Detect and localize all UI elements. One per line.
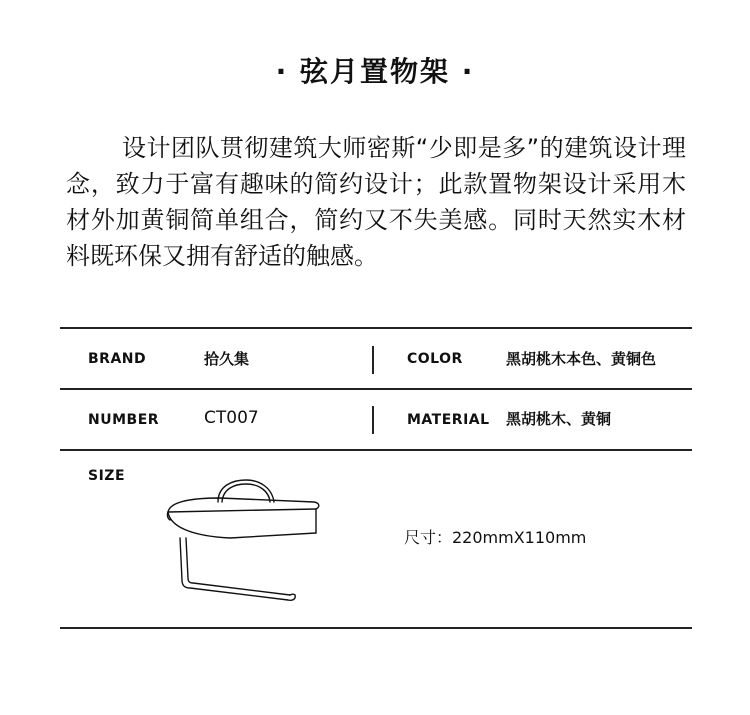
column-separator	[372, 346, 374, 374]
shelf-line-drawing	[160, 476, 325, 611]
number-value: CT007	[204, 408, 259, 428]
product-description: 设计团队贯彻建筑大师密斯“少即是多”的建筑设计理念，致力于富有趣味的简约设计；此款置物架设计采用木材外加黄铜简单组合，简约又不失美感。同时天然实木材料既环保又拥有舒适的触感。	[66, 134, 686, 270]
table-top-divider	[60, 327, 692, 329]
product-title: · 弦月置物架 ·	[275, 55, 475, 88]
number-label: NUMBER	[88, 412, 160, 428]
color-value: 黑胡桃木本色、黄铜色	[506, 350, 657, 368]
row-divider	[60, 449, 692, 451]
size-dimensions: 尺寸：220mmX110mm	[404, 528, 587, 547]
column-separator	[372, 406, 374, 434]
material-value: 黑胡桃木、黄铜	[506, 410, 612, 428]
row-divider	[60, 388, 692, 390]
size-label: SIZE	[88, 468, 126, 484]
table-bottom-divider	[60, 627, 692, 629]
brand-value: 拾久集	[204, 350, 250, 368]
color-label: COLOR	[407, 351, 463, 367]
brand-label: BRAND	[88, 351, 147, 367]
material-label: MATERIAL	[407, 412, 490, 428]
